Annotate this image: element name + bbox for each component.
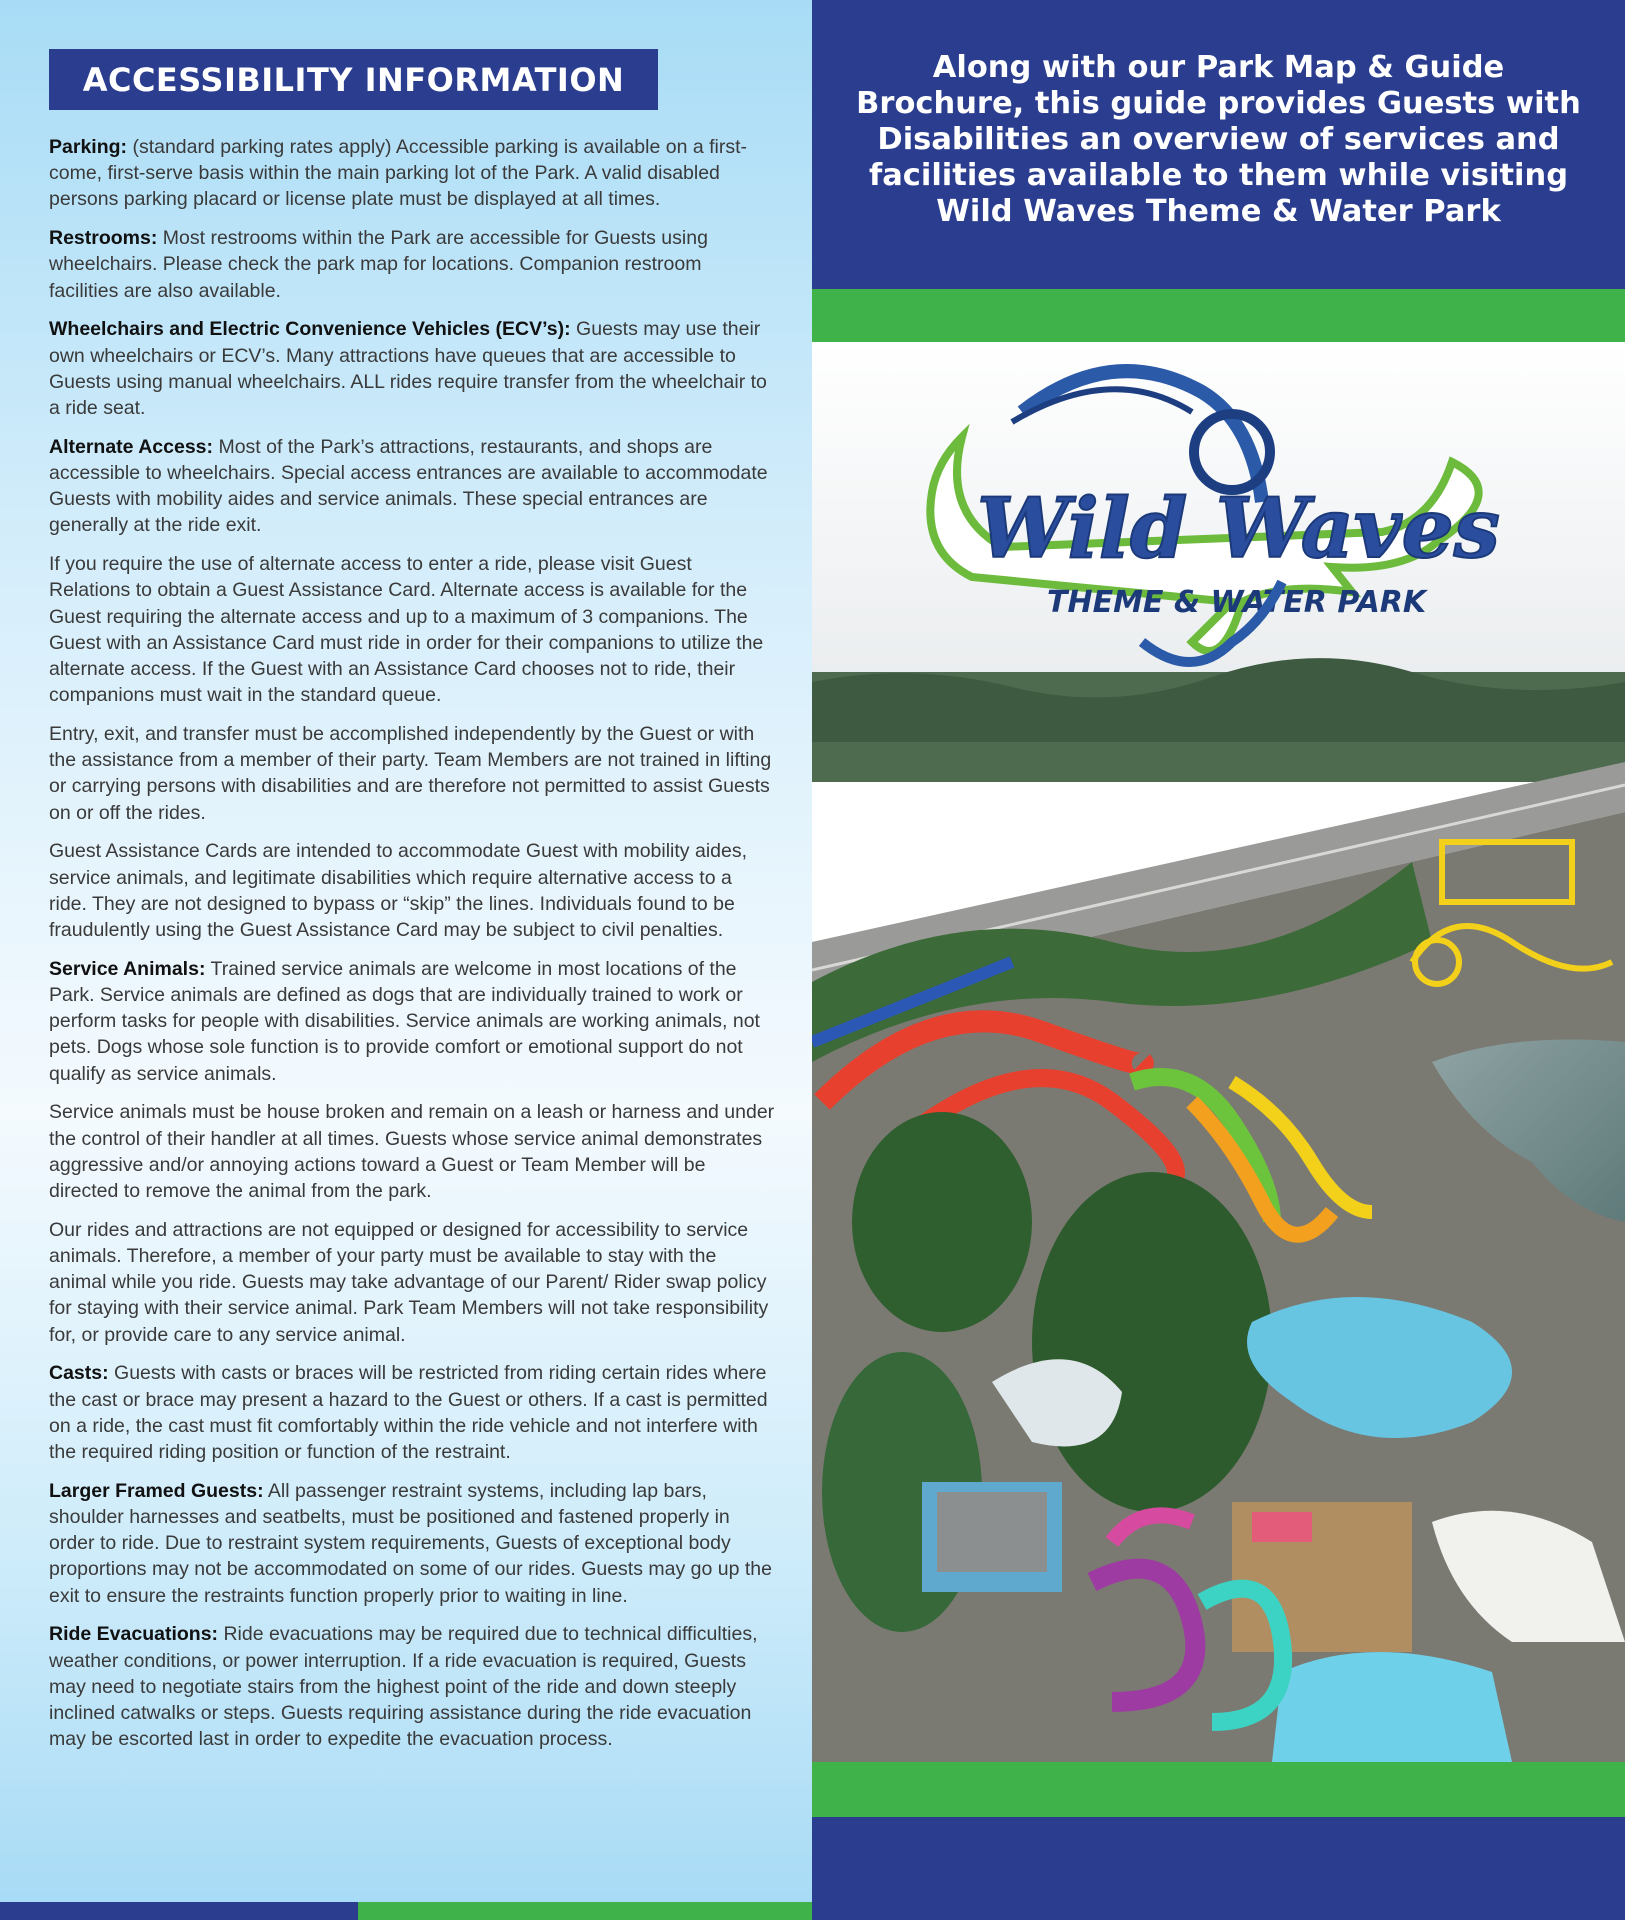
section-text: If you require the use of alternate access to enter a ride, please visit Guest Relations to obtain a Guest Assistance Card. Alternate access is available for the Guest requiring the alternate access and up to a maximum of 3 companions. The Guest with an Assistance Card must ride in order for their companions to utilize the alternate access. If the Guest with an Assistance Card chooses not to ride, their companions must wait in the standard queue. <box>49 553 764 707</box>
footer-bar-navy <box>0 1902 358 1920</box>
paragraph-animal-care <box>49 1217 775 1348</box>
paragraph-transfer <box>49 721 775 826</box>
page-title: ACCESSIBILITY INFORMATION <box>82 60 625 99</box>
section-text: Guests may use their own wheelchairs or ECV’s. Many attractions have queues that are accessible to Guests using manual wheelchairs. ALL rides require transfer from the wheelchair to a ride seat. <box>49 318 767 420</box>
logo-subtitle: THEME & WATER PARK <box>1047 585 1427 620</box>
section-text: (standard parking rates apply) Accessible parking is available on a first-come, first-serve basis within the main parking lot of the Park. A valid disabled persons parking placard or license plate must be displayed at all times. <box>49 136 748 211</box>
section-text: Ride evacuations may be required due to technical difficulties, weather conditions, or power interruption. If a ride evacuation is required, Guests may need to negotiate stairs from the highest point of the ride and down steeply inclined catwalks or steps. Guests requiring assistance during the ride evacuation may be escorted last in order to expedite the evacuation process. <box>49 1623 758 1751</box>
section-heading: Service Animals: <box>49 957 206 980</box>
section-text: Guests with casts or braces will be restricted from riding certain rides where the cast or brace may present a hazard to the Guest or others. If a cast is permitted on a ride, the cast must fit comfortably within the ride vehicle and not interfere with the required riding position or function of the restraint. <box>49 1362 768 1464</box>
section-alternate-access <box>49 434 775 539</box>
section-heading: Wheelchairs and Electric Convenience Vehicles (ECV’s): <box>49 318 571 341</box>
section-service-animals <box>49 956 775 1087</box>
navy-footer-block <box>812 1817 1625 1920</box>
logo-wordmark: Wild Waves <box>977 481 1500 577</box>
section-heading: Ride Evacuations: <box>49 1623 219 1646</box>
section-parking <box>49 134 775 213</box>
paragraph-card-intent <box>49 838 775 943</box>
section-text: Most of the Park’s attractions, restaurants, and shops are accessible to wheelchairs. Special access entrances are available to accommodate Guests with mobility aides and service animals. These special entrances are generally at the ride exit. <box>49 435 768 537</box>
section-heading: Parking: <box>49 136 128 158</box>
left-column <box>0 0 812 1920</box>
green-stripe-bottom <box>812 1762 1625 1817</box>
section-ride-evacuations <box>49 1621 775 1752</box>
section-text: Service animals must be house broken and remain on a leash or harness and under the control of their handler at all times. Guests whose service animal demonstrates aggressive and/or annoying actions toward a Guest or Team Member will be directed to remove the animal from the park. <box>49 1101 775 1203</box>
section-casts <box>49 1360 775 1465</box>
intro-header <box>812 0 1625 289</box>
footer-bar-green <box>358 1902 812 1920</box>
section-heading: Larger Framed Guests: <box>49 1479 264 1502</box>
section-text: Guest Assistance Cards are intended to accommodate Guest with mobility aides, service animals, and legitimate disabilities which require alternative access to a ride. They are not designed to bypass or “skip” the lines. Individuals found to be fraudulently using the Guest Assistance Card may be subject to civil penalties. <box>49 840 748 942</box>
green-stripe-top <box>812 289 1625 342</box>
section-text: All passenger restraint systems, including lap bars, shoulder harnesses and seatbelts, must be positioned and fastened properly in order to ride. Due to restraint system requirements, Guests of exceptional body proportions may not be accommodated on some of our rides. Guests may go up the exit to ensure the restraints function properly prior to waiting in line. <box>49 1479 772 1607</box>
section-text: Our rides and attractions are not equipped or designed for accessibility to service animals. Therefore, a member of your party must be available to stay with the animal while you ride. Guests may take advantage of our Parent/ Rider swap policy for staying with their service animal. Park Team Members will not take responsibility for, or provide care to any service animal. <box>49 1218 769 1346</box>
section-text: Most restrooms within the Park are accessible for Guests using wheelchairs. Please check the park map for locations. Companion restroom facilities are also available. <box>49 227 708 302</box>
section-larger-framed-guests <box>49 1478 775 1609</box>
section-text: Entry, exit, and transfer must be accomplished independently by the Guest or with the assistance from a member of their party. Team Members are not trained in lifting or carrying persons with disabilities and are therefore not permitted to assist Guests on or off the rides. <box>49 723 772 824</box>
park-aerial-photo <box>812 342 1625 1762</box>
paragraph-assistance-card <box>49 551 775 708</box>
section-heading: Restrooms: <box>49 227 158 250</box>
section-text: Trained service animals are welcome in most locations of the Park. Service animals are defined as dogs that are individually trained to work or perform tasks for people with disabilities. Service animals are working animals, not pets. Dogs whose sole function is to provide comfort or emotional support do not qualify as service animals. <box>49 957 760 1085</box>
intro-text: Along with our Park Map & Guide Brochure, this guide provides Guests with Disabilities an overview of services and facilities available to them while visiting Wild Waves Theme & Water Park <box>856 50 1581 229</box>
paragraph-animal-control <box>49 1099 775 1204</box>
section-wheelchairs <box>49 316 775 421</box>
section-heading: Alternate Access: <box>49 435 214 458</box>
park-illustration <box>812 342 1625 1762</box>
title-banner <box>49 49 658 110</box>
accessibility-content <box>49 134 775 1765</box>
section-heading: Casts: <box>49 1362 109 1385</box>
section-restrooms <box>49 225 775 304</box>
